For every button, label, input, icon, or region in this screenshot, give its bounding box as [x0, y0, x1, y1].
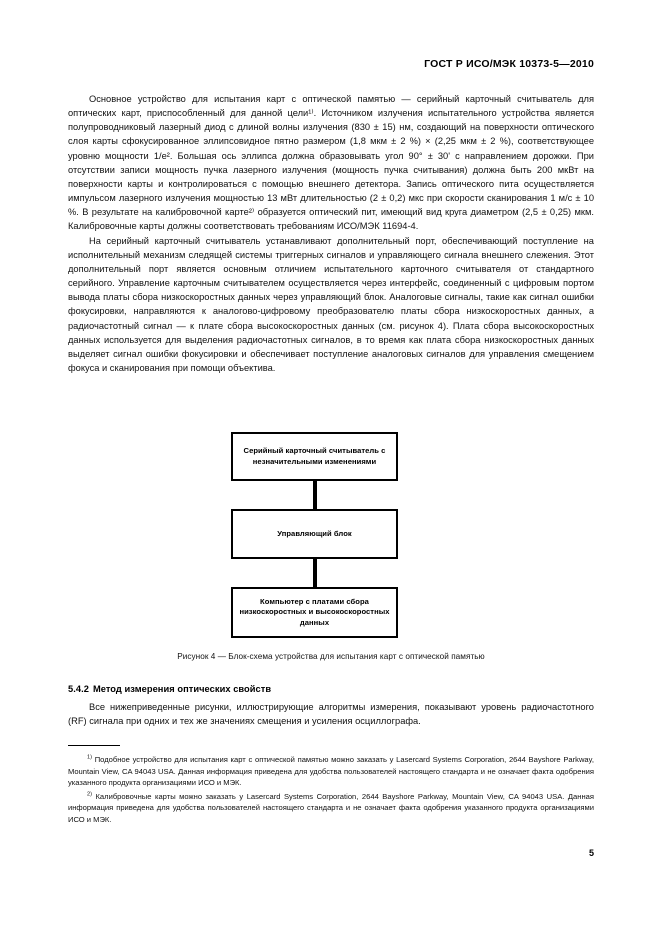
footnote-2-marker: 2)	[87, 791, 92, 798]
figure-4-block-diagram	[0, 428, 661, 646]
flow-box-control-unit-label: Управляющий блок	[277, 528, 352, 538]
flow-box-card-reader-label: Серийный карточный считыватель с незначительными изменениями	[243, 446, 386, 466]
footnote-1	[68, 754, 594, 789]
section-title: Метод измерения оптических свойств	[92, 684, 272, 694]
section-paragraph: Все нижеприведенные рисунки, иллюстрирующие алгоритмы измерения, показывают уровень радиочастотного (RF) сигнала при одних и тех же значениях смещения и усиления осциллографа.	[68, 702, 594, 727]
footnote-1-marker: 1)	[87, 754, 92, 761]
footnote-2-text: Калибровочные карты можно заказать у Lasercard Systems Corporation, 2644 Bayshore Parkway, Mountain View, CA 94043 USA. Данная информация приведена для удобства пользователей настоящего стандарта и не означает факта одобрения указанного продукта организациями ИСО и МЭК.	[68, 791, 594, 824]
main-text-block	[68, 92, 594, 375]
flowchart	[0, 428, 661, 646]
footnote-separator-rule	[68, 745, 120, 746]
flow-box-card-reader	[231, 432, 398, 481]
flow-box-computer-label: Компьютер с платами сбора низкоскоростных и высокоскоростных данных	[239, 596, 390, 627]
paragraph-2: На серийный карточный считыватель устанавливают дополнительный порт, обеспечивающий поступление на исполнительный механизм следящей системы триггерных сигналов и управляющего сигнала внешнего слежения. Этот дополнительный порт является основным отличием испытательного карточного считывателя от стандартного серийного. Управление карточным считывателем осуществляется через интерфейс, соединенный с цифровым портом вывода платы сбора низкоскоростных данных через управляющий блок. Аналоговые сигналы, такие как сигнал ошибки фокусировки, направляются к аналогово-цифровому преобразователю платы сбора низкоскоростных данных, а радиочастотный сигнал — к плате сбора высокоскоростных данных (см. рисунок 4). Плата сбора высокоскоростных данных используется для выделения радиочастотных сигналов, в то время как плата сбора низкоскоростных данных выделяет сигнал ошибки фокусировки и обеспечивает поступление аналоговых сигналов для управления смещением фокуса и сканирования при помощи объектива.	[68, 235, 594, 373]
footnotes-block	[68, 754, 594, 826]
flow-box-control-unit	[231, 509, 398, 559]
footnote-1-text: Подобное устройство для испытания карт с оптической памятью можно заказать у Lasercard Systems Corporation, 2644 Bayshore Parkway, Mountain View, CA 94043 USA. Данная информация приведена для удобства пользователей настоящего стандарта и не означает факта одобрения указанного продукта организациями ИСО и МЭК.	[68, 755, 594, 788]
footnote-2	[68, 791, 594, 826]
section-body	[68, 700, 594, 728]
paragraph-1: Основное устройство для испытания карт с оптической памятью — серийный карточный считыватель для оптических карт, приспособленный для данной цели¹⁾. Источником излучения испытательного устройства является полупроводниковый лазерный диод с длиной волны излучения (830 ± 15) нм, создающий на поверхности оптического слоя карты сфокусированное эллипсовидное пятно размером (1,8 мкм ± 2 %) × (2,25 мкм ± 2 %), соответствующее уровню мощности 1/e². Большая ось эллипса должна образовывать угол 90° ± 30' с направлением дорожки. При отсутствии записи мощность пучка лазерного излучения (мощность пучка считывания) должна быть 200 мкВт на поверхности карты и контролироваться с помощью внешнего детектора. Запись оптического пита осуществляется импульсом лазерного излучения мощностью 13 мВт длительностью (2 ± 0,2) мкс при скорости сканирования 1 м/с ± 10 %. В результате на калибровочной карте²⁾ образуется оптический пит, имеющий вид круга диаметром (2,5 ± 0,25) мкм. Калибровочные карты должны соответствовать требованиям ИСО/МЭК 11694-4.	[68, 94, 594, 232]
flow-box-computer	[231, 587, 398, 638]
figure-caption: Рисунок 4 — Блок-схема устройства для испытания карт с оптической памятью	[177, 652, 485, 661]
flow-connector-2	[313, 559, 317, 587]
section-heading	[68, 684, 594, 694]
page-number: 5	[588, 848, 594, 858]
document-header-standard-number: ГОСТ Р ИСО/МЭК 10373-5—2010	[424, 58, 594, 70]
section-number: 5.4.2	[68, 684, 89, 694]
flow-connector-1	[313, 481, 317, 509]
